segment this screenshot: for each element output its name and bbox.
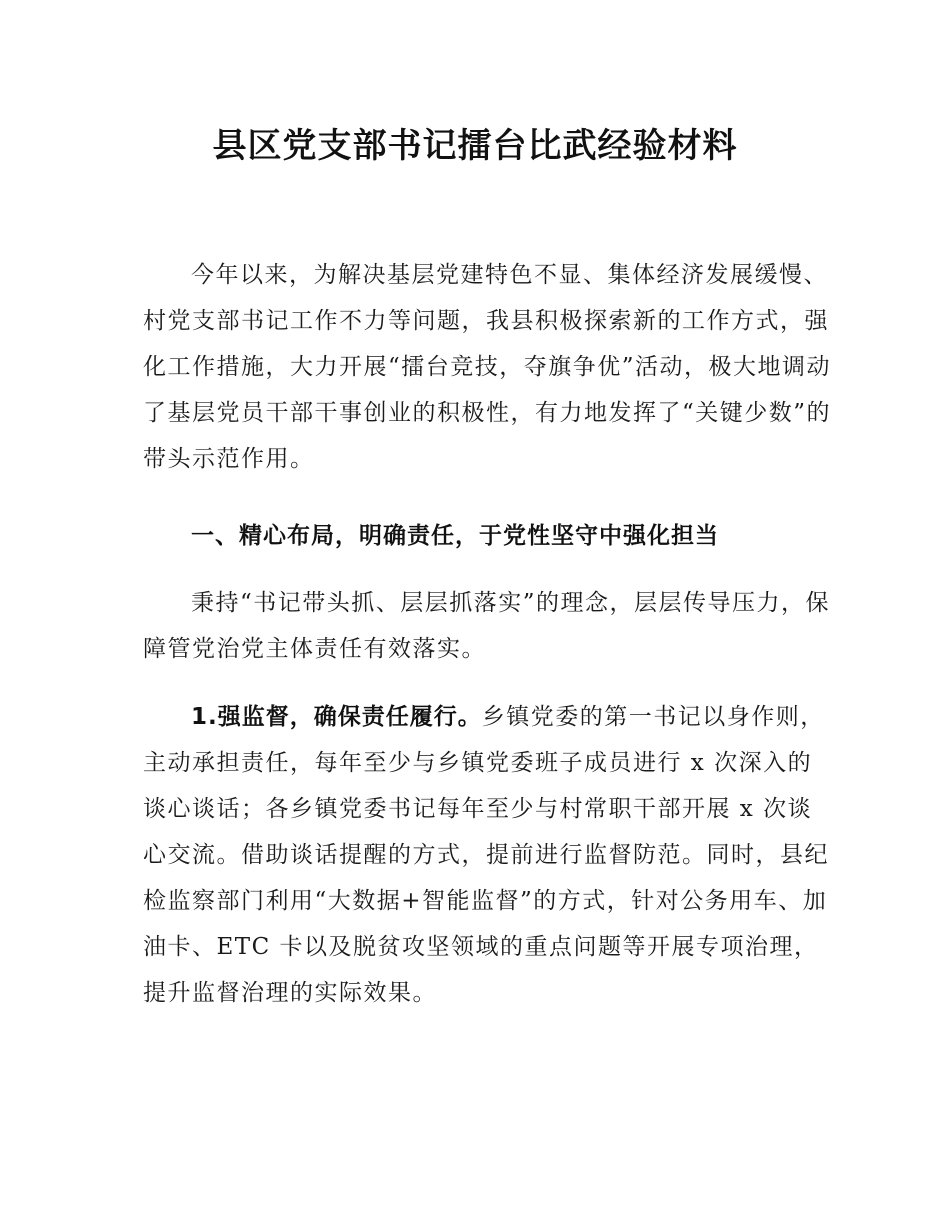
intro-paragraph: 今年以来，为解决基层党建特色不显、集体经济发展缓慢、村党支部书记工作不力等问题，我县积极探索新的工作方式，强化工作措施，大力开展“擂台竞技，夺旗争优”活动，极大地调动了基层党员干部干事创业的积极性，有力地发挥了“关键少数”的带头示范作用。 <box>143 262 832 472</box>
document-title: 县区党支部书记擂台比武经验材料 <box>212 126 738 166</box>
item-1-text: 乡镇党委的第一书记以身作则，主动承担责任，每年至少与乡镇党委班子成员进行 x 次深入的谈心谈话；各乡镇党委书记每年至少与村常职干部开展 x 次谈心交流。借助谈话提醒的方式，提前进行监督防范。同时，县纪检监察部门利用“大数据+智能监督”的方式，针对公务用车、加油卡、ETC 卡以及脱贫攻坚领域的重点问题等开展专项治理，提升监督治理的实际效果。 <box>143 704 829 1006</box>
item-1-lead: 1.强监督，确保责任履行。 <box>191 704 482 730</box>
section-1-item-1 <box>143 694 833 1016</box>
section-heading-1: 一、精心布局，明确责任，于党性坚守中强化担当 <box>191 523 719 549</box>
section-1-paragraph: 秉持“书记带头抓、层层抓落实”的理念，层层传导压力，保障管党治党主体责任有效落实。 <box>143 590 831 662</box>
